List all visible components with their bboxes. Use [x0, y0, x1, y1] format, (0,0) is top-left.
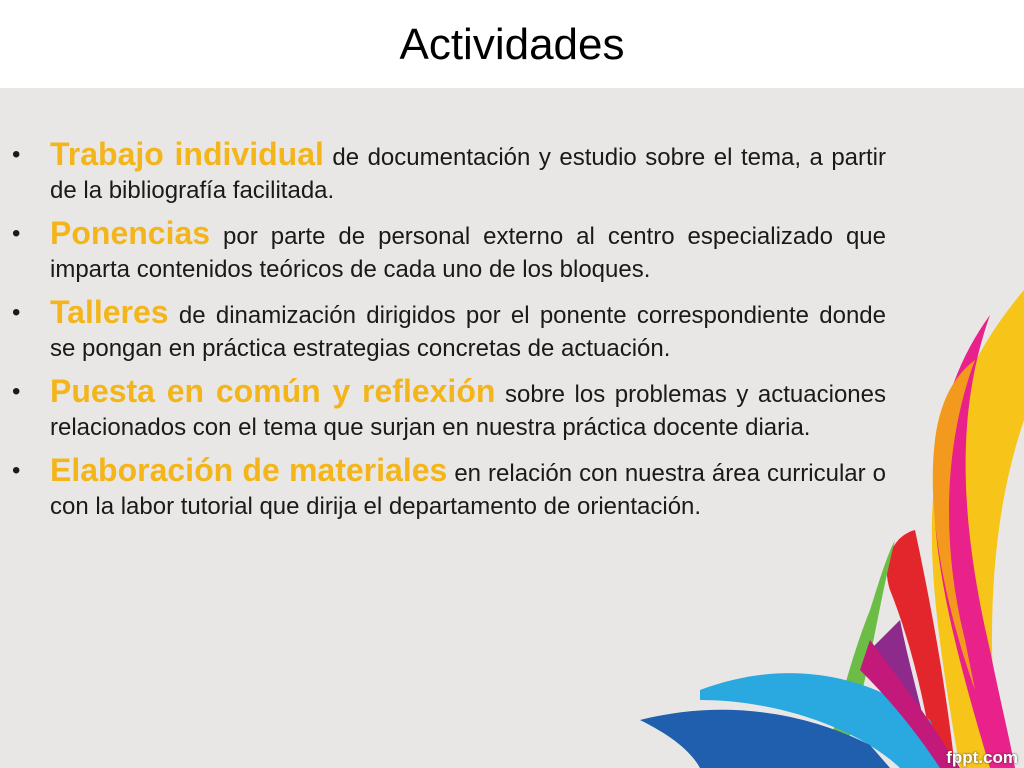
bullet-keyword: Talleres [50, 294, 169, 330]
bullet-text: de documentación y estudio sobre el tema, a partir de la bibliografía facilitada. [50, 144, 887, 204]
list-item [12, 138, 886, 207]
list-item [12, 375, 886, 444]
bullet-keyword: Elaboración de materiales [50, 452, 448, 488]
slide-title: Actividades [399, 20, 625, 69]
bullet-dot: • [12, 378, 21, 405]
bullet-keyword: Trabajo individual [50, 136, 324, 172]
bullet-text: sobre los problemas y actuaciones relacionados con el tema que surjan en nuestra práctica docente diaria. [50, 381, 887, 441]
bullet-keyword: Ponencias [50, 215, 211, 251]
bullet-dot: • [12, 457, 21, 484]
bullet-dot: • [12, 299, 21, 326]
bullet-text: en relación con nuestra área curricular o con la labor tutorial que dirija el departamento de orientación. [50, 460, 886, 520]
list-item [12, 296, 886, 365]
bullet-dot: • [12, 141, 21, 168]
list-item [12, 217, 886, 286]
bullet-dot: • [12, 220, 21, 247]
bullet-list [12, 138, 886, 533]
watermark-logo: fppt.com [946, 748, 1018, 767]
list-item [12, 454, 886, 523]
bullet-text: de dinamización dirigidos por el ponente correspondiente donde se pongan en práctica estrategias concretas de actuación. [50, 302, 886, 362]
bullet-text: por parte de personal externo al centro especializado que imparta contenidos teóricos de cada uno de los bloques. [50, 223, 886, 283]
bullet-keyword: Puesta en común y reflexión [50, 373, 496, 409]
